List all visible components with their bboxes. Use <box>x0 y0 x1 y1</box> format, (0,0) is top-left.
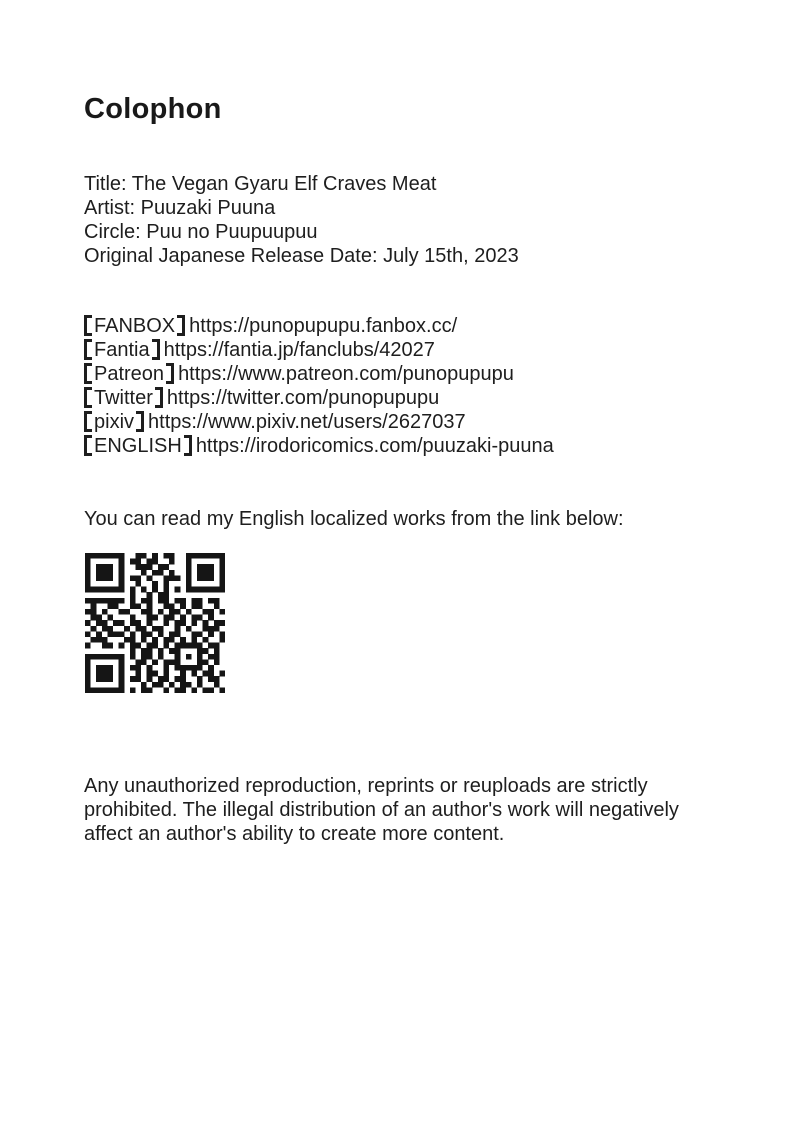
right-lenticular-bracket <box>152 339 160 360</box>
link-label: Patreon <box>94 363 165 385</box>
right-lenticular-bracket <box>166 363 174 384</box>
disclaimer <box>84 774 754 846</box>
link-fanbox <box>84 314 554 338</box>
info-line-release-date: Original Japanese Release Date: July 15th, 2023 <box>84 245 519 267</box>
english-works-note: You can read my English localized works from the link below: <box>84 508 624 530</box>
disclaimer-line: Any unauthorized reproduction, reprints or reuploads are strictly <box>84 775 648 797</box>
left-lenticular-bracket <box>84 411 92 432</box>
link-url: https://punopupupu.fanbox.cc/ <box>189 315 458 337</box>
link-label: pixiv <box>94 411 135 433</box>
link-label: Fantia <box>94 339 150 361</box>
link-english <box>84 434 554 458</box>
left-lenticular-bracket <box>84 363 92 384</box>
info-line-title: Title: The Vegan Gyaru Elf Craves Meat <box>84 173 437 195</box>
right-lenticular-bracket <box>136 411 144 432</box>
links-list <box>84 314 554 458</box>
link-fantia <box>84 338 554 362</box>
link-url: https://irodoricomics.com/puuzaki-puuna <box>195 435 554 457</box>
link-twitter <box>84 386 554 410</box>
link-url: https://www.pixiv.net/users/2627037 <box>148 411 466 433</box>
right-lenticular-bracket <box>184 435 192 456</box>
link-pixiv <box>84 410 554 434</box>
info-line-circle: Circle: Puu no Puupuupuu <box>84 221 318 243</box>
page-title: Colophon <box>84 93 222 125</box>
left-lenticular-bracket <box>84 339 92 360</box>
link-patreon <box>84 362 554 386</box>
link-url: https://fantia.jp/fanclubs/42027 <box>163 339 435 361</box>
right-lenticular-bracket <box>177 315 185 336</box>
right-lenticular-bracket <box>155 387 163 408</box>
link-label: ENGLISH <box>94 435 182 457</box>
link-label: FANBOX <box>94 315 176 337</box>
left-lenticular-bracket <box>84 315 92 336</box>
left-lenticular-bracket <box>84 387 92 408</box>
disclaimer-line: prohibited. The illegal distribution of an author's work will negatively <box>84 799 679 821</box>
left-lenticular-bracket <box>84 435 92 456</box>
link-label: Twitter <box>94 387 153 409</box>
publication-info <box>84 172 519 268</box>
link-url: https://www.patreon.com/punopupupu <box>178 363 514 385</box>
qr-code <box>85 553 225 693</box>
info-line-artist: Artist: Puuzaki Puuna <box>84 197 276 219</box>
disclaimer-line: affect an author's ability to create more content. <box>84 823 505 845</box>
link-url: https://twitter.com/punopupupu <box>166 387 440 409</box>
